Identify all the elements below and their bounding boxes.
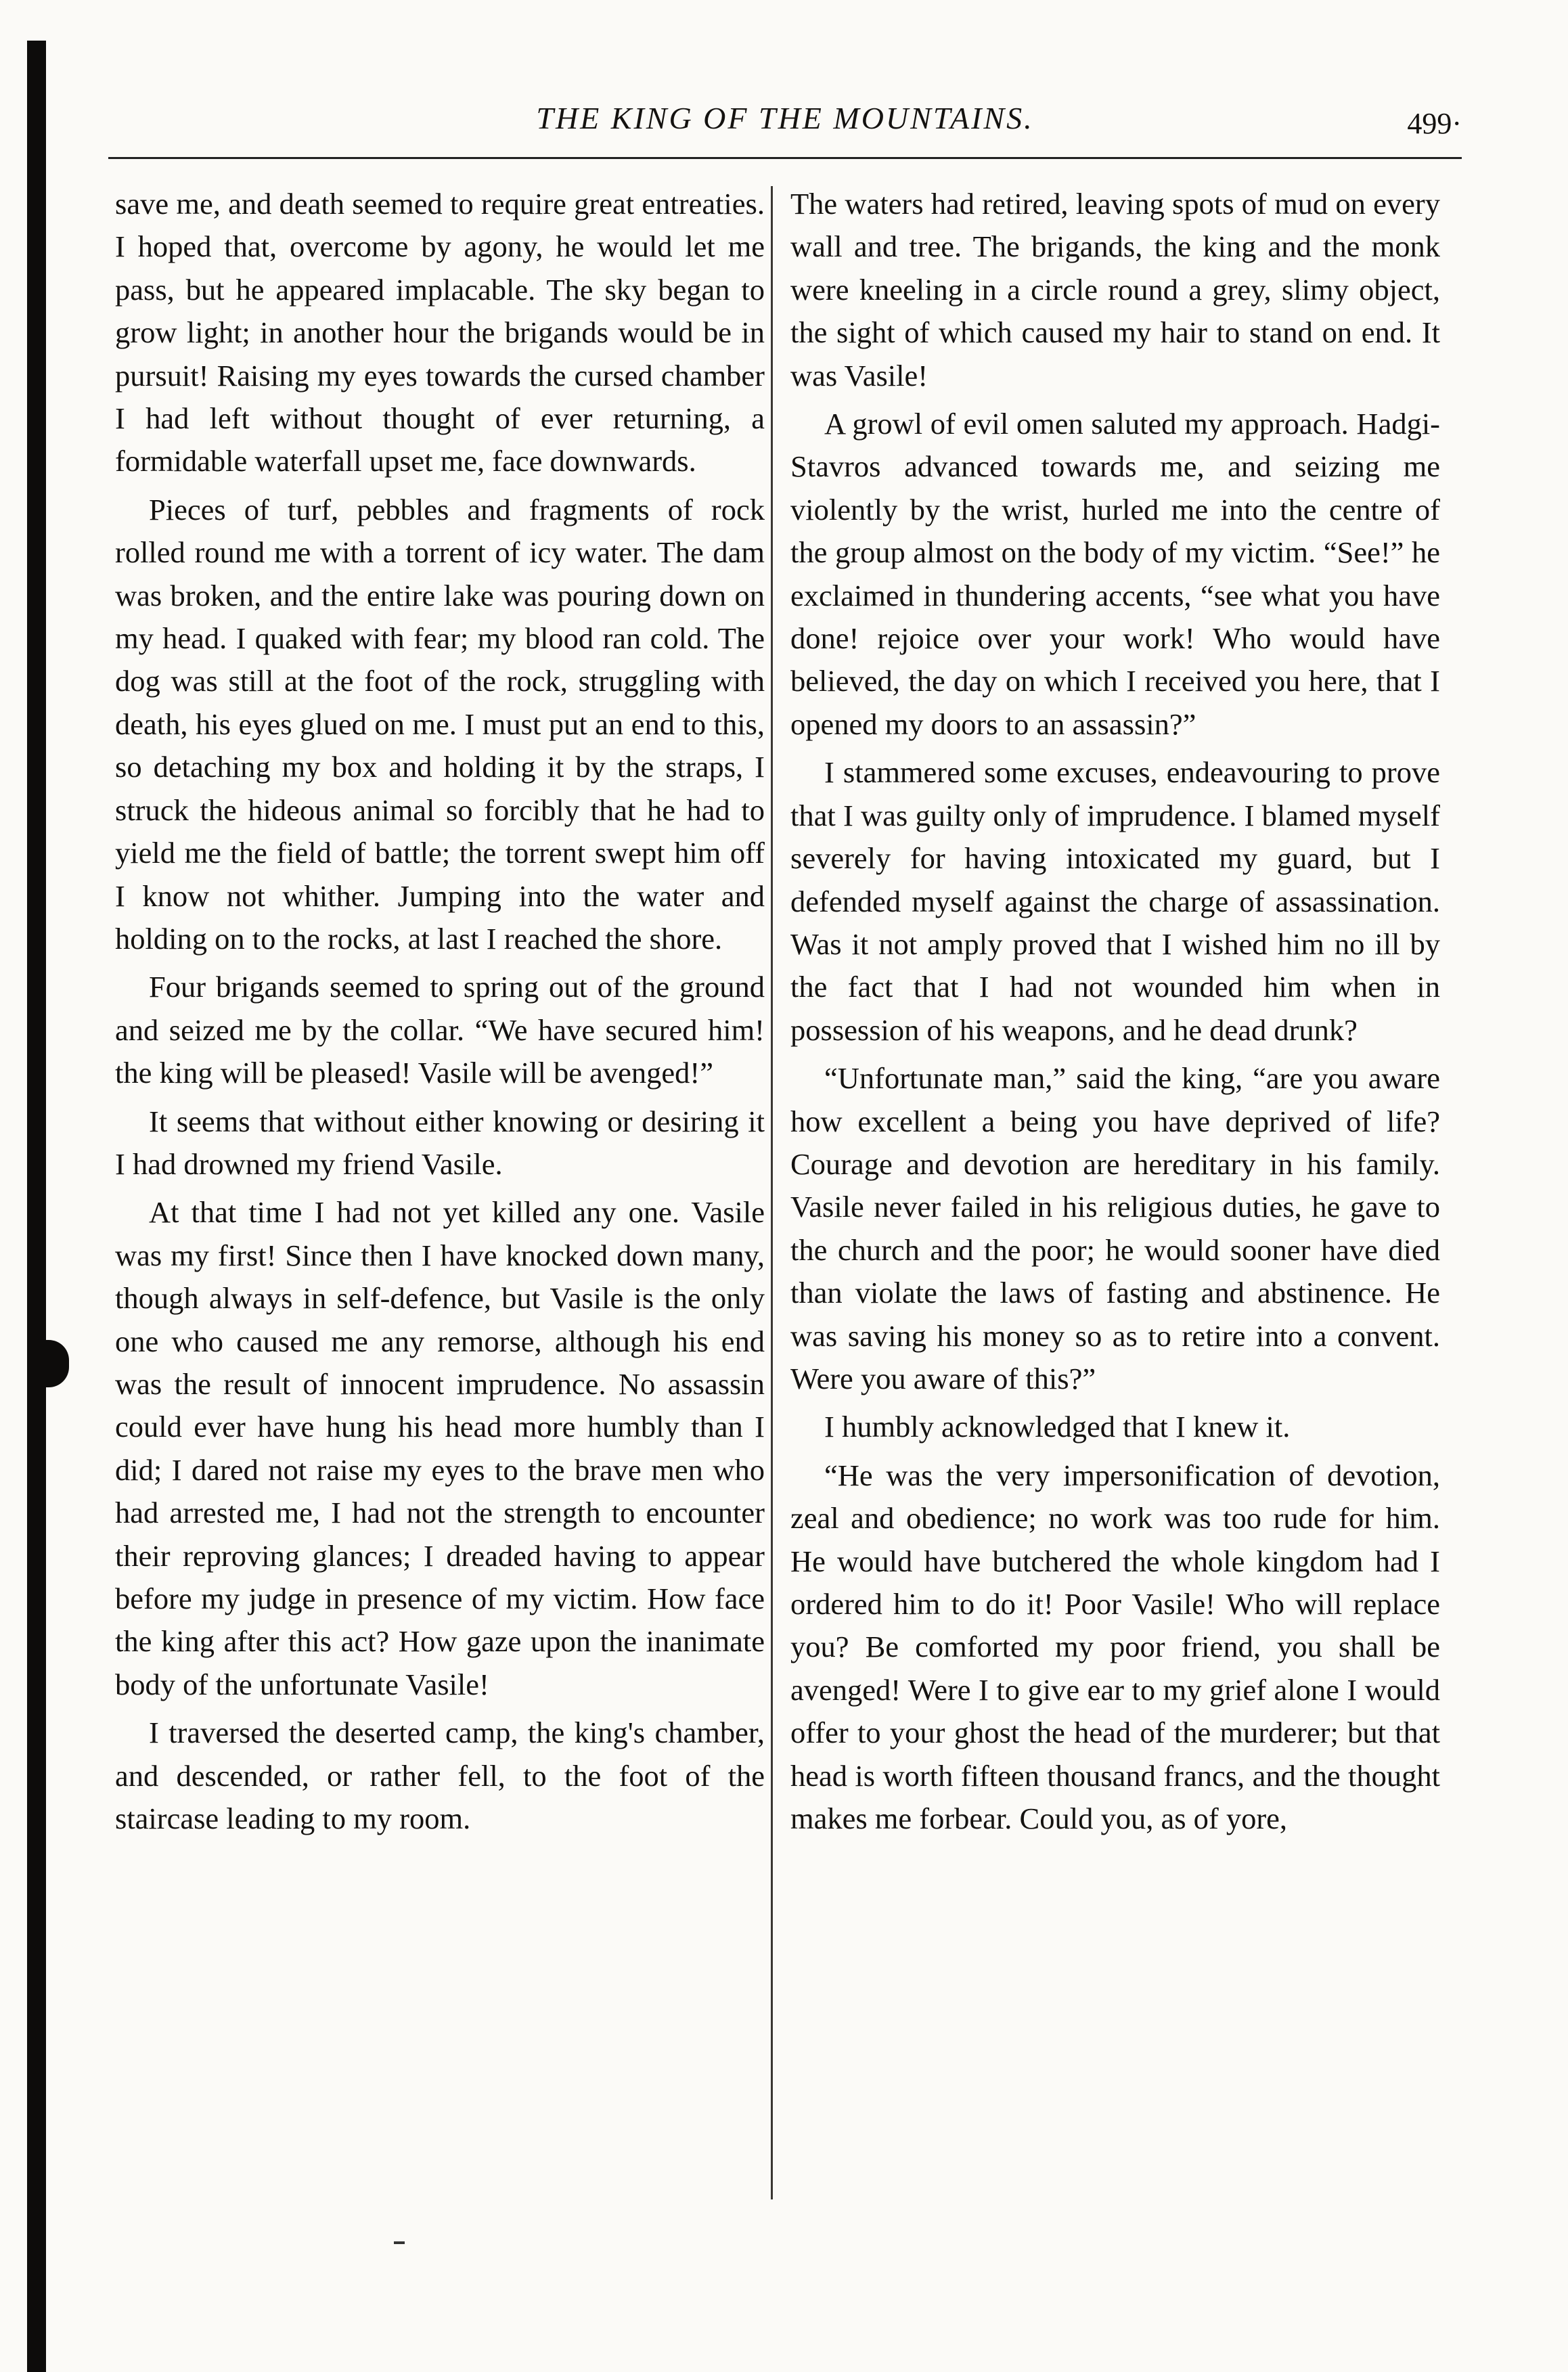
paragraph: It seems that without either knowing or desiring it I had drowned my friend Vasile. [115,1104,765,1181]
paragraph: Pieces of turf, pebbles and fragments of rock rolled round me with a torrent of icy water. The dam was broken, and the entire lake was pouring down on my head. I quaked with fear; my blood ran cold. The dog was still at the foot of the rock, struggling with death, his eyes glued on me. I must put an end to this, so detaching my box and holding it by the straps, I struck the hideous animal so forcibly that he had to yield me the field of battle; the torrent swept him off I know not whither. Jumping into the water and holding on to the rocks, at last I reached the shore. [115,492,765,956]
paragraph: I traversed the deserted camp, the king's chamber, and descended, or rather fell, to the foot of the staircase leading to my room. [115,1716,765,1836]
right-column [790,183,1440,1845]
paragraph: I stammered some excuses, endeavouring to prove that I was guilty only of imprudence. I blamed myself severely for having intoxicated my guard, but I defended myself against the charge of assassination. Was it not amply proved that I wished him no ill by the fact that I had not wounded him when in possession of his weapons, and he dead drunk? [790,755,1440,1047]
page-title: THE KING OF THE MOUNTAINS. [536,101,1034,135]
binding-notch [42,1340,69,1387]
running-head [108,91,1462,146]
page-number: 499· [1407,107,1462,140]
paragraph: save me, and death seemed to require great entreaties. I hoped that, overcome by agony, he would let me pass, but he appeared implacable. The sky began to grow light; in another hour the brigands would be in pursuit! Raising my eyes towards the cursed chamber I had left without thought of ever returning, a formidable waterfall upset me, face downwards. [115,187,765,478]
header-rule [108,157,1462,159]
paragraph: “Unfortunate man,” said the king, “are you aware how excellent a being you have deprived of life? Courage and devotion are hereditary in his family. Vasile never failed in his religious duties, he gave to the church and the poor; he would sooner have died than violate the laws of fasting and abstinence. He was saving his money so as to retire into a convent. Were you aware of this?” [790,1061,1440,1395]
paragraph: A growl of evil omen saluted my approach. Hadgi-Stavros advanced towards me, and seizing me violently by the wrist, hurled me into the centre of the group almost on the body of my victim. “See!” he exclaimed in thundering accents, “see what you have done! rejoice over your work! Who would have believed, the day on which I received you here, that I opened my doors to an assassin?” [790,407,1440,741]
footer-mark [394,2241,405,2244]
paragraph: At that time I had not yet killed any one. Vasile was my first! Since then I have knocked down many, though always in self-defence, but Vasile is the only one who caused me any remorse, although his end was the result of innocent imprudence. No assassin could ever have hung his head more humbly than I did; I dared not raise my eyes to the brave men who had arrested me, I had not the strength to encounter their reproving glances; I dreaded having to appear before my judge in presence of my victim. How face the king after this act? How gaze upon the inanimate body of the unfortunate Vasile! [115,1195,765,1701]
paragraph: “He was the very impersonification of devotion, zeal and obedience; no work was too rude for him. He would have butchered the whole kingdom had I ordered him to do it! Poor Vasile! Who will replace you? Be comforted my poor friend, you shall be avenged! Were I to give ear to my grief alone I would offer to your ghost the head of the murderer; but that head is worth fifteen thousand francs, and the thought makes me forbear. Could you, as of yore, [790,1458,1440,1836]
left-column [115,183,765,1845]
paragraph: Four brigands seemed to spring out of the ground and seized me by the collar. “We have secured him! the king will be pleased! Vasile will be avenged!” [115,970,765,1090]
binding-edge [27,41,46,2372]
paragraph: The waters had retired, leaving spots of mud on every wall and tree. The brigands, the king and the monk were kneeling in a circle round a grey, slimy object, the sight of which caused my hair to stand on end. It was Vasile! [790,187,1440,393]
column-divider [771,186,773,2199]
paragraph: I humbly acknowledged that I knew it. [824,1410,1291,1444]
